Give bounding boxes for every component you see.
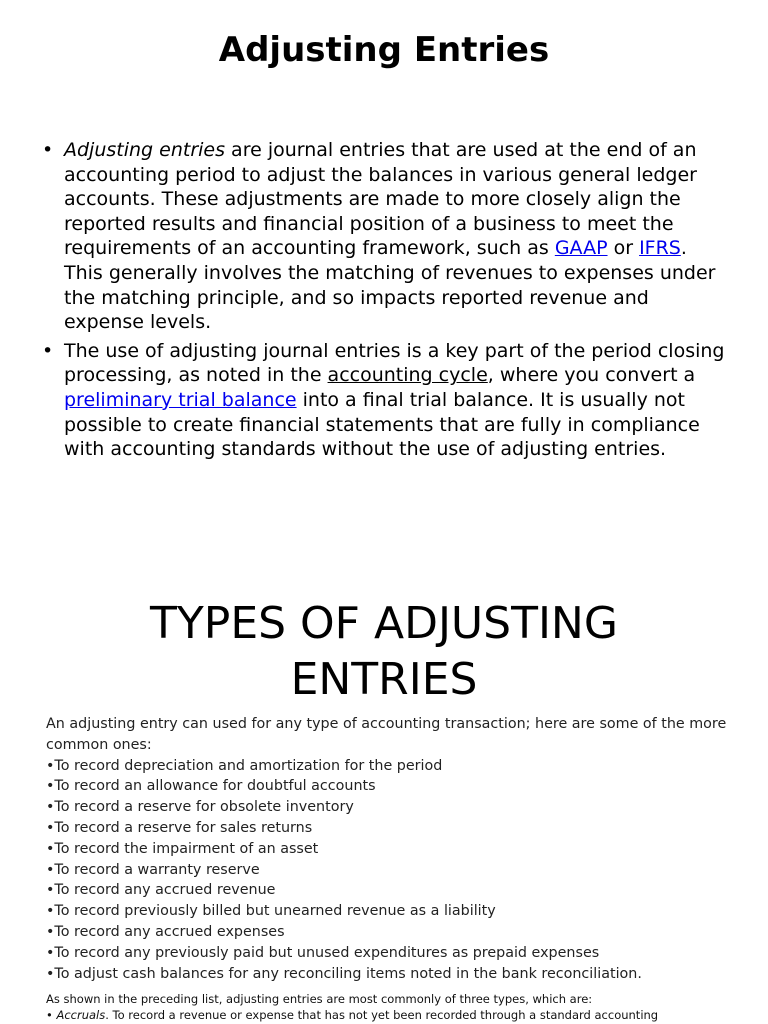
list-item: •To record a reserve for obsolete inventory: [46, 799, 354, 816]
bullet2-text-b: , where you convert a: [487, 364, 696, 387]
types-list: [46, 756, 736, 985]
ifrs-link[interactable]: IFRS: [639, 237, 681, 260]
accounting-cycle-link[interactable]: accounting cycle: [327, 364, 488, 387]
bullet1-text-a: are journal entries that are used at the end of an accounting period to adjust the balances in various general ledger accounts. These adjustments are made to more closely align the reported results and financial position of a business to meet the requirements of an accounting framework, such as: [64, 139, 697, 260]
page-title: Adjusting Entries: [218, 30, 550, 70]
summary-text: . To record a revenue or expense that has not yet been recorded through a standard accounting: [105, 1007, 659, 1022]
list-item: •To record previously billed but unearned revenue as a liability: [46, 903, 496, 920]
list-item: •To record depreciation and amortization for the period: [46, 757, 443, 774]
list-item: •To record any accrued revenue: [46, 882, 276, 899]
list-item: [40, 339, 730, 462]
types-section: [46, 714, 736, 984]
summary-bullet-line: [46, 1008, 746, 1024]
bullet1-text-or: or: [607, 237, 640, 260]
list-item: •To record a warranty reserve: [46, 861, 260, 878]
summary-line: As shown in the preceding list, adjusting entries are most commonly of three types, which are:: [46, 992, 593, 1006]
list-item: •To adjust cash balances for any reconciling items noted in the bank reconciliation.: [46, 965, 642, 982]
list-item: •To record the impairment of an asset: [46, 840, 319, 857]
gaap-link[interactable]: GAAP: [554, 237, 608, 260]
summary-term: Accruals: [56, 1007, 106, 1022]
list-item: [40, 138, 730, 335]
bullet2-text-a: The use of adjusting journal entries is a key part of the period closing processing, as noted in the: [64, 339, 725, 387]
list-item: •To record an allowance for doubtful accounts: [46, 778, 376, 795]
list-item: •To record any accrued expenses: [46, 923, 285, 940]
types-title: [0, 596, 768, 708]
summary-bullet-glyph: •: [46, 1007, 53, 1022]
list-item: •To record a reserve for sales returns: [46, 819, 313, 836]
bullet-glyph: •: [42, 139, 54, 161]
preliminary-trial-balance-link[interactable]: preliminary trial balance: [64, 388, 297, 411]
bullet-glyph: •: [42, 339, 54, 362]
bullet1-text-b: . This generally involves the matching of revenues to expenses under the matching principle, and so impacts reported revenue and expense levels.: [64, 237, 716, 334]
bullet2-text-c: into a final trial balance. It is usually not possible to create financial statements that are fully in compliance with accounting standards without the use of adjusting entries.: [64, 388, 700, 461]
list-item: •To record any previously paid but unused expenditures as prepaid expenses: [46, 944, 600, 961]
types-title-line1: TYPES OF ADJUSTING: [150, 598, 618, 649]
term-adjusting-entries: Adjusting entries: [64, 139, 226, 161]
types-title-line2: ENTRIES: [290, 654, 478, 705]
types-intro: An adjusting entry can used for any type of accounting transaction; here are some of the more common ones:: [46, 716, 727, 753]
intro-bullet-list: [40, 138, 730, 466]
summary-section: [46, 992, 746, 1023]
